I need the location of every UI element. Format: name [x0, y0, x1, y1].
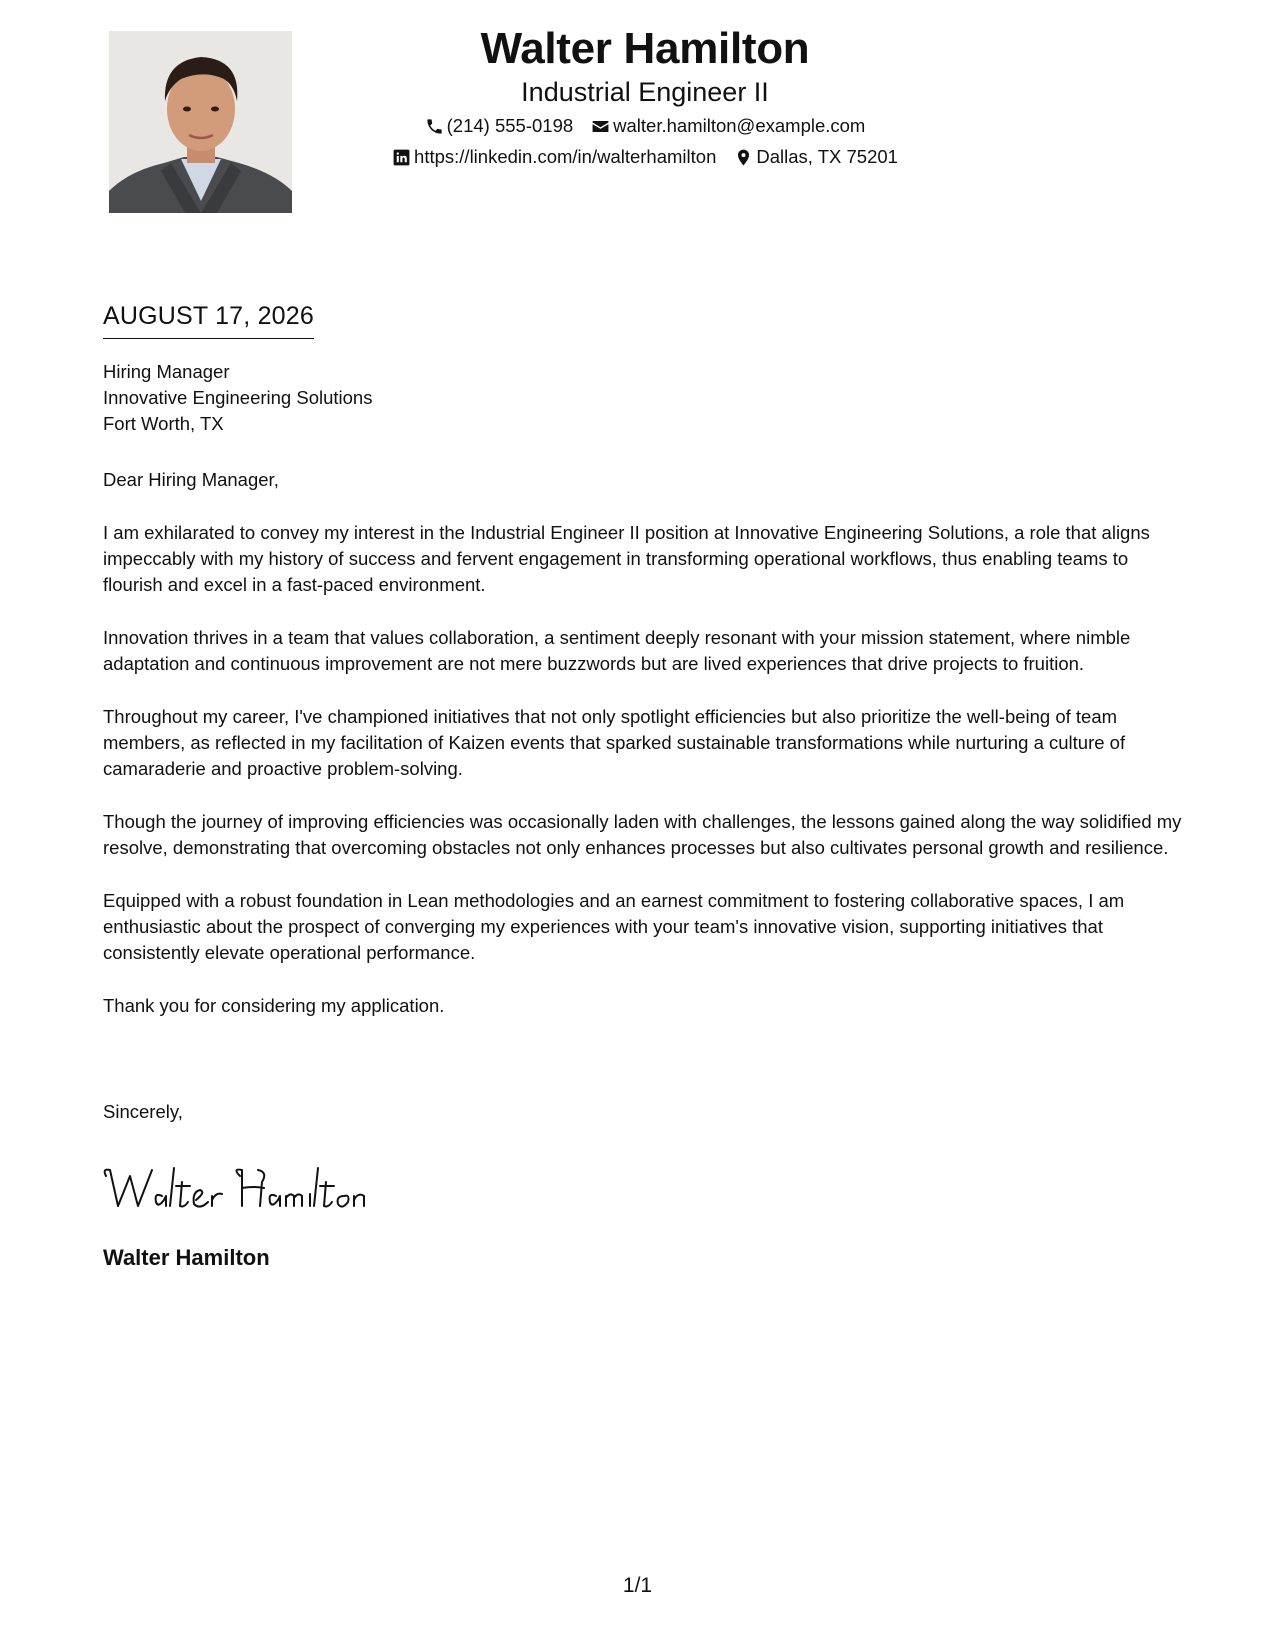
- contact-location: [734, 145, 898, 169]
- letter-body: [103, 467, 1183, 1046]
- contact-linkedin[interactable]: [392, 145, 716, 169]
- contact-phone[interactable]: [425, 114, 574, 138]
- phone-text: (214) 555-0198: [446, 115, 574, 136]
- signer-name: Walter Hamilton: [103, 1245, 270, 1270]
- job-title: Industrial Engineer II: [521, 77, 769, 107]
- email-text: walter.hamilton@example.com: [613, 115, 866, 136]
- body-paragraph: Throughout my career, I've championed initiatives that not only spotlight efficiencies but also prioritize the well-being of team members, as reflected in my facilitation of Kaizen events that sparked sustainable transformations while nurturing a culture of camaraderie and proactive problem-solving.: [103, 706, 1126, 779]
- location-text: Dallas, TX 75201: [756, 146, 898, 167]
- closing: Sincerely,: [103, 1101, 183, 1122]
- salutation: Dear Hiring Manager,: [103, 469, 279, 490]
- linkedin-icon: [392, 148, 411, 167]
- body-paragraph: I am exhilarated to convey my interest in the Industrial Engineer II position at Innovative Engineering Solutions, a role that aligns impeccably with my history of success and fervent engagement in transforming operational workflows, thus enabling teams to flourish and excel in a fast-paced environment.: [103, 522, 1150, 595]
- phone-icon: [425, 117, 444, 136]
- body-paragraph: Thank you for considering my application.: [103, 995, 445, 1016]
- profile-photo: [109, 31, 292, 213]
- linkedin-text: https://linkedin.com/in/walterhamilton: [414, 146, 717, 167]
- page-number: 1/1: [622, 1574, 653, 1597]
- contact-email[interactable]: [591, 114, 865, 138]
- letter-date-block: [103, 300, 314, 339]
- recipient-line: Hiring Manager: [103, 361, 230, 382]
- body-paragraph: Equipped with a robust foundation in Lean methodologies and an earnest commitment to fostering collaborative spaces, I am enthusiastic about the prospect of converging my experiences with your team's innovative vision, supporting initiatives that consistently elevate operational performance.: [103, 890, 1125, 963]
- body-paragraph: Innovation thrives in a team that values collaboration, a sentiment deeply resonant with your mission statement, where nimble adaptation and continuous improvement are not mere buzzwords but are lived experiences that drive projects to fruition.: [103, 627, 1131, 674]
- applicant-name: Walter Hamilton: [480, 24, 810, 73]
- body-paragraph: Though the journey of improving efficiencies was occasionally laden with challenges, the lessons gained along the way solidified my resolve, demonstrating that overcoming obstacles not only enhances processes but also cultivates personal growth and resilience.: [103, 811, 1182, 858]
- envelope-icon: [591, 117, 610, 136]
- recipient-line: Fort Worth, TX: [103, 413, 224, 434]
- letter-date: AUGUST 17, 2026: [103, 300, 314, 339]
- recipient-block: [103, 359, 372, 437]
- recipient-line: Innovative Engineering Solutions: [103, 387, 373, 408]
- handwritten-signature: [100, 1162, 370, 1218]
- contact-line-2: [290, 145, 1000, 169]
- header: [290, 22, 1000, 169]
- contact-line-1: [290, 114, 1000, 138]
- map-pin-icon: [734, 148, 753, 167]
